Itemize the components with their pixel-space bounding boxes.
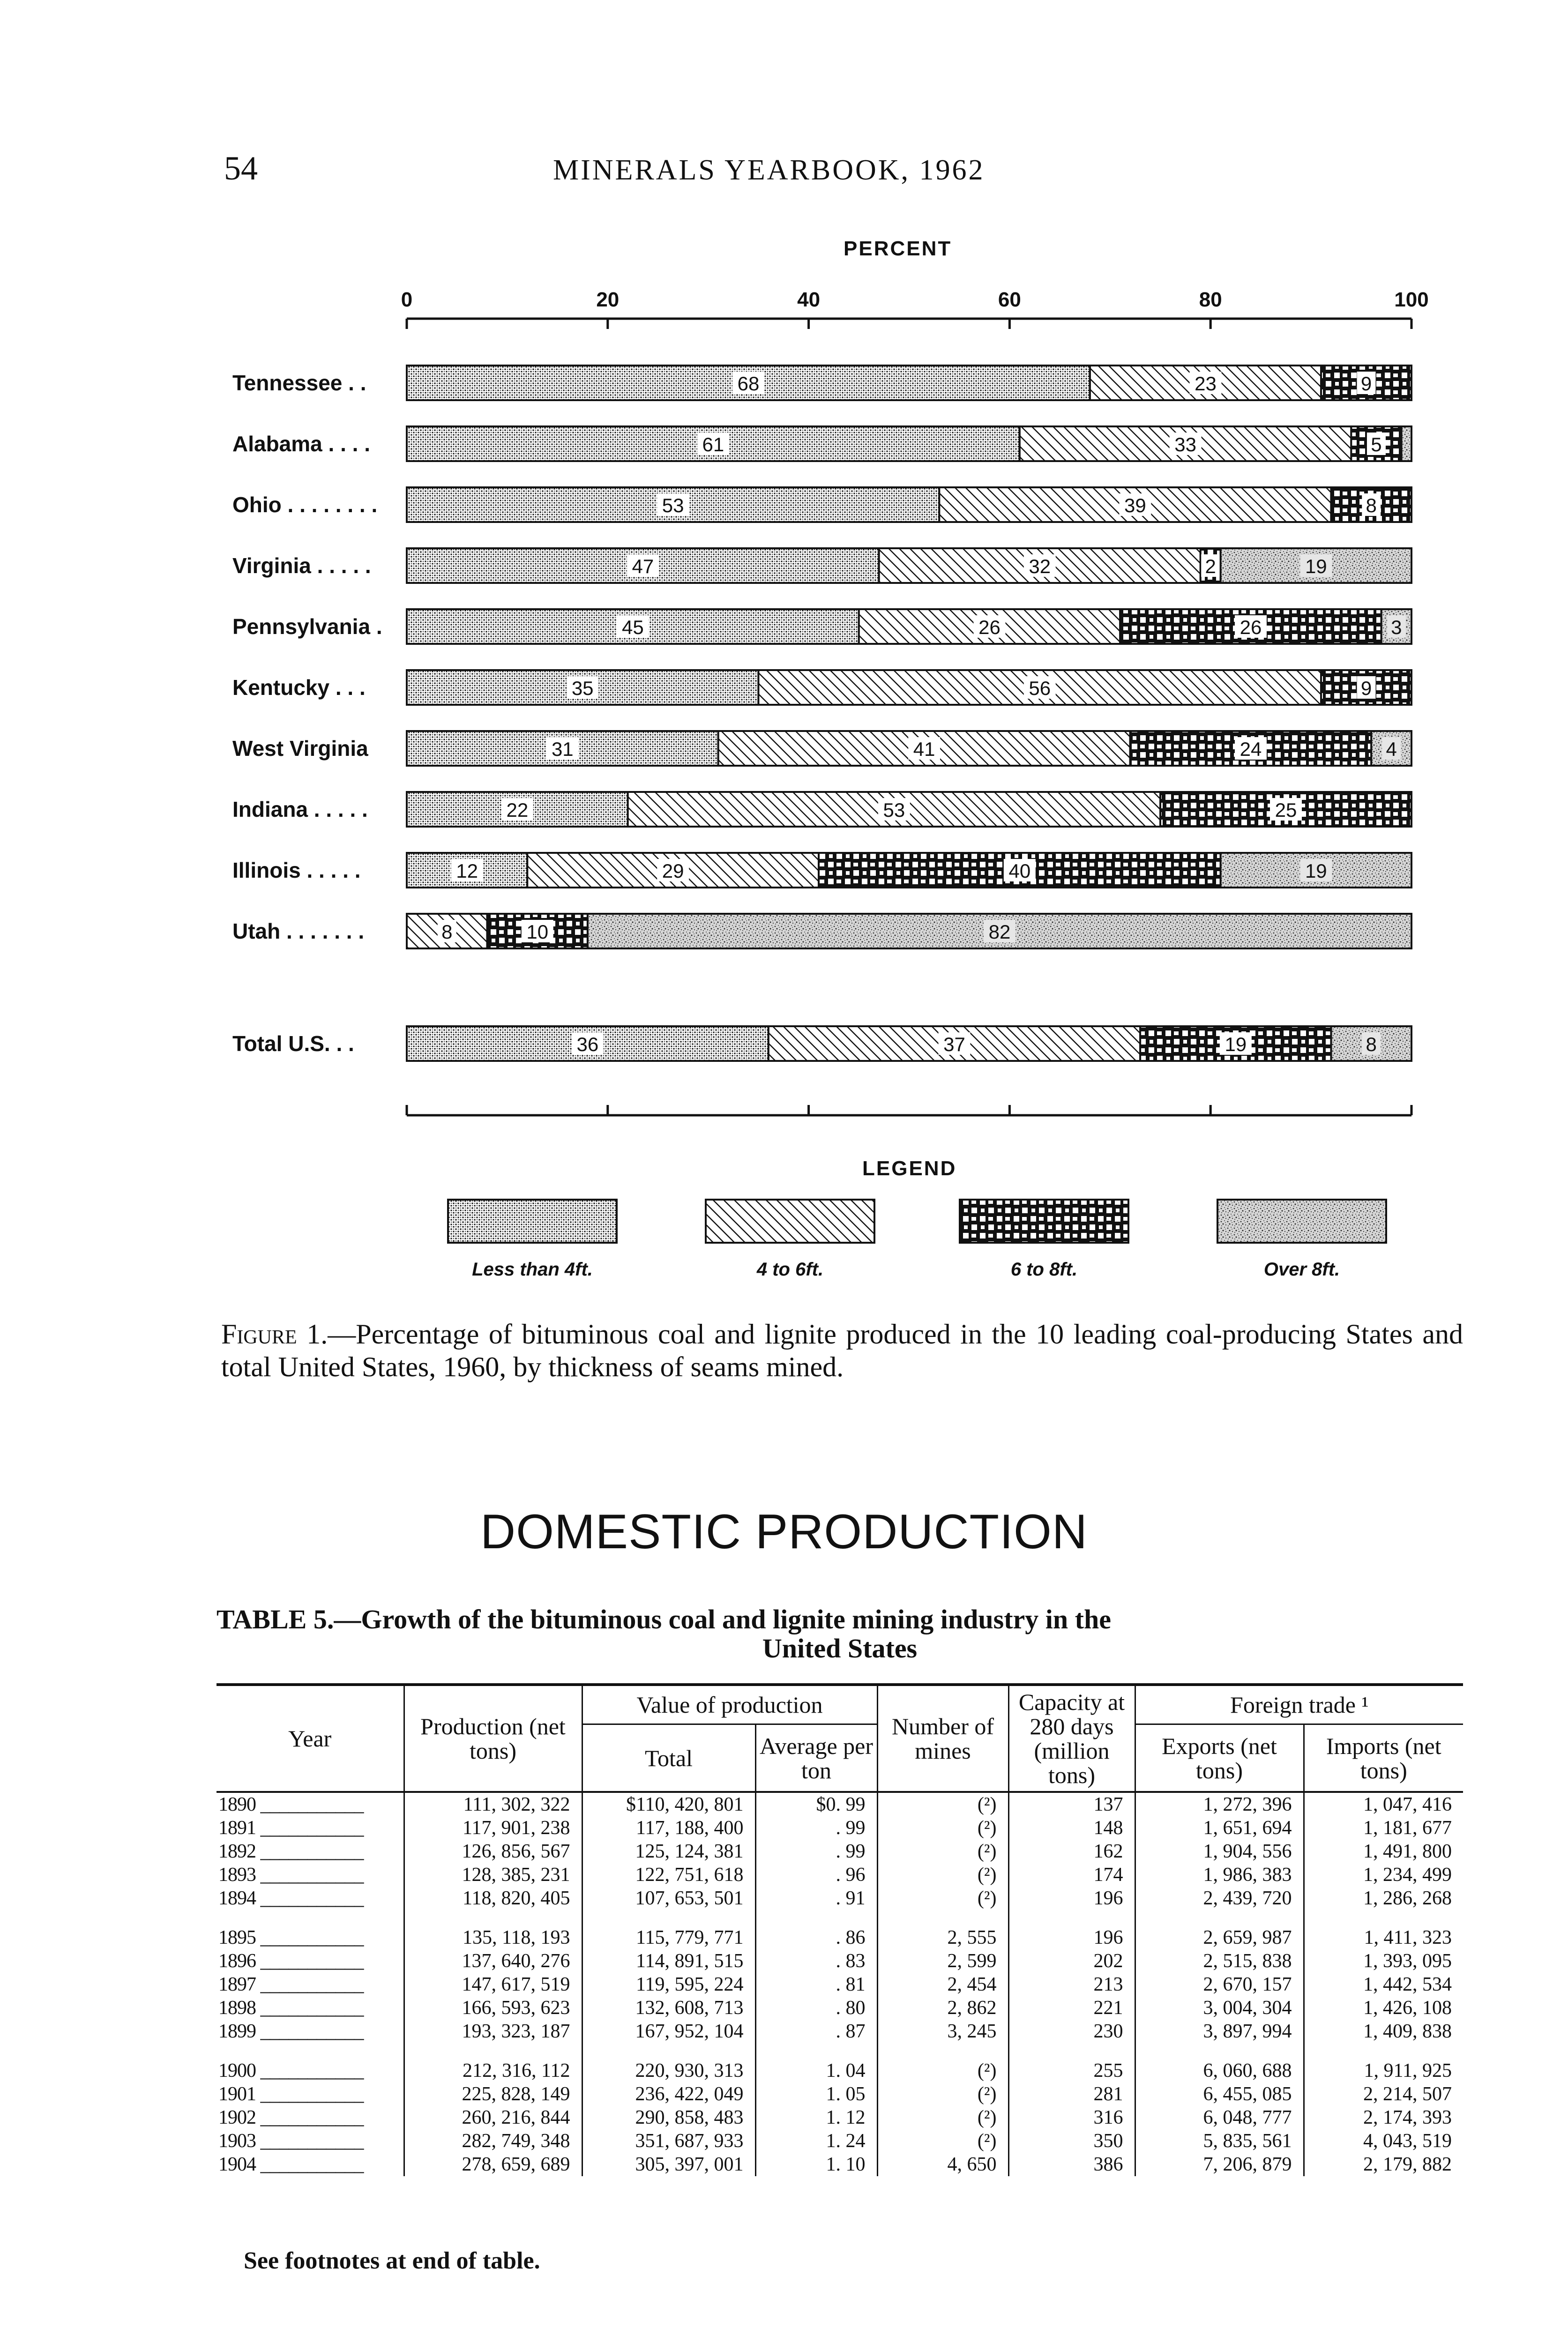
cell-mines: (²) (877, 1863, 1008, 1887)
cell-value-total: $110, 420, 801 (582, 1792, 755, 1816)
x-tick-label: 100 (1394, 288, 1429, 311)
cell-year: 1894 ___________ (218, 1888, 364, 1909)
value-label: 33 (1174, 433, 1196, 455)
cell-production: 135, 118, 193 (404, 1926, 582, 1949)
cell-year: 1892 ___________ (218, 1841, 364, 1862)
cell-value-average: 1. 12 (755, 2106, 877, 2129)
category-label: Illinois . . . . . (232, 858, 361, 882)
cell-value-average: . 81 (755, 1973, 877, 1996)
cell-imports: 2, 179, 882 (1304, 2153, 1463, 2176)
table-row (217, 2082, 1463, 2106)
table-row (217, 1863, 1463, 1887)
cell-value-total: 115, 779, 771 (582, 1926, 755, 1949)
cell-production: 126, 856, 567 (404, 1840, 582, 1863)
table-row (217, 1949, 1463, 1973)
growth-table (217, 1683, 1463, 2176)
table-row (217, 2153, 1463, 2176)
cell-capacity: 221 (1008, 1996, 1135, 2020)
value-label: 47 (632, 555, 654, 577)
value-label: 35 (571, 677, 594, 699)
value-label: 8 (1366, 494, 1377, 516)
cell-year: 1903 ___________ (218, 2130, 364, 2152)
value-label: 82 (988, 921, 1011, 943)
cell-imports: 1, 409, 838 (1304, 2020, 1463, 2043)
value-label: 41 (913, 738, 935, 760)
value-label: 56 (1029, 677, 1051, 699)
legend-swatch (1217, 1200, 1386, 1243)
cell-capacity: 386 (1008, 2153, 1135, 2176)
cell-production: 166, 593, 623 (404, 1996, 582, 2020)
cell-imports: 4, 043, 519 (1304, 2129, 1463, 2153)
table-row (217, 1887, 1463, 1910)
cell-capacity: 202 (1008, 1949, 1135, 1973)
cell-value-average: . 86 (755, 1926, 877, 1949)
cell-exports: 6, 060, 688 (1135, 2059, 1304, 2082)
cell-capacity: 316 (1008, 2106, 1135, 2129)
cell-exports: 2, 659, 987 (1135, 1926, 1304, 1949)
cell-capacity: 196 (1008, 1926, 1135, 1949)
bar-segment (1402, 426, 1411, 461)
legend-label: 6 to 8ft. (1010, 1259, 1078, 1280)
cell-exports: 1, 272, 396 (1135, 1792, 1304, 1816)
cell-exports: 5, 835, 561 (1135, 2129, 1304, 2153)
chart-bars (407, 366, 1411, 1061)
cell-imports: 2, 214, 507 (1304, 2082, 1463, 2106)
cell-value-total: 132, 608, 713 (582, 1996, 755, 2020)
cell-year: 1891 ___________ (218, 1817, 364, 1839)
table-title-line1: TABLE 5.—Growth of the bituminous coal and lignite mining industry in the (217, 1604, 1111, 1634)
value-label: 10 (526, 921, 549, 943)
legend-title: LEGEND (862, 1157, 957, 1180)
value-label: 9 (1360, 373, 1372, 395)
cell-capacity: 255 (1008, 2059, 1135, 2082)
table-row (217, 2059, 1463, 2082)
cell-mines: (²) (877, 2106, 1008, 2129)
cell-capacity: 281 (1008, 2082, 1135, 2106)
table-row (217, 1973, 1463, 1996)
cell-mines: 2, 555 (877, 1926, 1008, 1949)
cell-mines: (²) (877, 2082, 1008, 2106)
cell-exports: 1, 904, 556 (1135, 1840, 1304, 1863)
caption-lead: Figure 1. (221, 1319, 328, 1350)
value-label: 26 (1239, 616, 1262, 638)
cell-exports: 6, 455, 085 (1135, 2082, 1304, 2106)
group-spacer (217, 2043, 1463, 2059)
x-tick-label: 80 (1199, 288, 1222, 311)
x-tick-label: 60 (998, 288, 1021, 311)
cell-value-total: 167, 952, 104 (582, 2020, 755, 2043)
cell-mines: (²) (877, 1840, 1008, 1863)
cell-exports: 2, 439, 720 (1135, 1887, 1304, 1910)
cell-capacity: 213 (1008, 1973, 1135, 1996)
caption-text: —Percentage of bituminous coal and lignite produced in the 10 leading coal-producing States and total United States, 1960, by thickness of seams mined. (221, 1319, 1463, 1382)
cell-value-total: 236, 422, 049 (582, 2082, 755, 2106)
cell-year: 1904 ___________ (218, 2154, 364, 2175)
legend-swatch (960, 1200, 1128, 1243)
cell-imports: 1, 393, 095 (1304, 1949, 1463, 1973)
cell-production: 260, 216, 844 (404, 2106, 582, 2129)
value-label: 36 (576, 1033, 599, 1055)
cell-exports: 6, 048, 777 (1135, 2106, 1304, 2129)
cell-year: 1896 ___________ (218, 1950, 364, 1972)
category-label: Utah . . . . . . . (232, 919, 365, 943)
cell-value-average: 1. 05 (755, 2082, 877, 2106)
cell-value-average: 1. 10 (755, 2153, 877, 2176)
value-label: 12 (456, 860, 478, 882)
cell-capacity: 350 (1008, 2129, 1135, 2153)
table-title-line2: United States (762, 1633, 918, 1664)
cell-production: 117, 901, 238 (404, 1816, 582, 1840)
category-label: Pennsylvania . (232, 614, 382, 639)
value-label: 26 (978, 616, 1001, 638)
cell-year: 1895 ___________ (218, 1927, 364, 1948)
cell-value-total: 305, 397, 001 (582, 2153, 755, 2176)
cell-value-average: $0. 99 (755, 1792, 877, 1816)
legend-label: Less than 4ft. (472, 1259, 593, 1280)
category-label: Indiana . . . . . (232, 797, 368, 821)
value-label: 22 (506, 799, 529, 821)
cell-value-total: 351, 687, 933 (582, 2129, 755, 2153)
col-exports: Exports (net tons) (1135, 1724, 1304, 1792)
cell-exports: 2, 670, 157 (1135, 1973, 1304, 1996)
value-label: 53 (883, 799, 905, 821)
cell-value-total: 122, 751, 618 (582, 1863, 755, 1887)
page-number: 54 (224, 149, 258, 187)
cell-capacity: 230 (1008, 2020, 1135, 2043)
value-label: 31 (551, 738, 574, 760)
table-row (217, 1996, 1463, 2020)
table-row (217, 1816, 1463, 1840)
x-tick-label: 20 (596, 288, 620, 311)
cell-year: 1898 ___________ (218, 1997, 364, 2019)
col-average: Average per ton (755, 1724, 877, 1792)
value-label: 5 (1371, 433, 1382, 455)
cell-imports: 1, 234, 499 (1304, 1863, 1463, 1887)
cell-production: 137, 640, 276 (404, 1949, 582, 1973)
value-label: 45 (622, 616, 644, 638)
value-label: 19 (1225, 1033, 1247, 1055)
cell-imports: 2, 174, 393 (1304, 2106, 1463, 2129)
table-row (217, 1792, 1463, 1816)
value-label: 68 (737, 373, 760, 395)
cell-mines: 2, 454 (877, 1973, 1008, 1996)
chart-legend (448, 1157, 1386, 1280)
x-tick-label: 0 (401, 288, 413, 311)
cell-value-total: 220, 930, 313 (582, 2059, 755, 2082)
cell-exports: 3, 004, 304 (1135, 1996, 1304, 2020)
category-label: Kentucky . . . (232, 675, 366, 700)
table-row (217, 2129, 1463, 2153)
cell-value-total: 125, 124, 381 (582, 1840, 755, 1863)
table-row (217, 1926, 1463, 1949)
value-label: 4 (1386, 738, 1397, 760)
table-title (217, 1605, 1463, 1663)
cell-production: 147, 617, 519 (404, 1973, 582, 1996)
cell-imports: 1, 491, 800 (1304, 1840, 1463, 1863)
cell-year: 1890 ___________ (218, 1794, 364, 1815)
col-trade-group: Foreign trade ¹ (1135, 1685, 1463, 1724)
value-label: 23 (1195, 373, 1217, 395)
cell-production: 212, 316, 112 (404, 2059, 582, 2082)
figure-caption (221, 1318, 1463, 1383)
cell-mines: (²) (877, 2059, 1008, 2082)
value-label: 29 (662, 860, 684, 882)
cell-mines: 2, 599 (877, 1949, 1008, 1973)
section-title: DOMESTIC PRODUCTION (480, 1505, 1088, 1559)
cell-mines: (²) (877, 1887, 1008, 1910)
cell-exports: 3, 897, 994 (1135, 2020, 1304, 2043)
col-production: Production (net tons) (404, 1685, 582, 1792)
cell-mines: (²) (877, 1816, 1008, 1840)
cell-imports: 1, 047, 416 (1304, 1792, 1463, 1816)
legend-label: Over 8ft. (1263, 1259, 1340, 1280)
col-year: Year (217, 1685, 404, 1792)
legend-swatch (706, 1200, 874, 1243)
cell-value-total: 119, 595, 224 (582, 1973, 755, 1996)
cell-imports: 1, 286, 268 (1304, 1887, 1463, 1910)
cell-mines: 3, 245 (877, 2020, 1008, 2043)
cell-value-total: 114, 891, 515 (582, 1949, 755, 1973)
cell-value-average: . 91 (755, 1887, 877, 1910)
value-label: 24 (1239, 738, 1262, 760)
category-label: West Virginia (232, 736, 368, 761)
cell-value-total: 290, 858, 483 (582, 2106, 755, 2129)
value-label: 39 (1124, 494, 1146, 516)
cell-production: 111, 302, 322 (404, 1792, 582, 1816)
cell-value-average: . 99 (755, 1816, 877, 1840)
legend-swatch (448, 1200, 617, 1243)
cell-imports: 1, 411, 323 (1304, 1926, 1463, 1949)
cell-capacity: 174 (1008, 1863, 1135, 1887)
category-label: Ohio . . . . . . . . (232, 492, 378, 517)
cell-production: 193, 323, 187 (404, 2020, 582, 2043)
value-label: 9 (1360, 677, 1372, 699)
category-label: Virginia . . . . . (232, 553, 371, 578)
chart-axis-title: PERCENT (844, 237, 952, 260)
cell-value-average: . 83 (755, 1949, 877, 1973)
col-imports: Imports (net tons) (1304, 1724, 1463, 1792)
cell-imports: 1, 442, 534 (1304, 1973, 1463, 1996)
table-row (217, 2106, 1463, 2129)
col-mines: Number of mines (877, 1685, 1008, 1792)
category-label: Total U.S. . . (232, 1031, 354, 1056)
value-label: 61 (702, 433, 724, 455)
cell-year: 1902 ___________ (218, 2107, 364, 2128)
value-label: 32 (1029, 555, 1051, 577)
cell-mines: (²) (877, 1792, 1008, 1816)
group-spacer (217, 1910, 1463, 1926)
value-label: 37 (943, 1033, 965, 1055)
cell-exports: 1, 651, 694 (1135, 1816, 1304, 1840)
cell-imports: 1, 181, 677 (1304, 1816, 1463, 1840)
cell-mines: 2, 862 (877, 1996, 1008, 2020)
value-label: 2 (1205, 555, 1216, 577)
table-row (217, 1840, 1463, 1863)
cell-exports: 1, 986, 383 (1135, 1863, 1304, 1887)
cell-value-average: . 80 (755, 1996, 877, 2020)
table-row (217, 2020, 1463, 2043)
running-title: MINERALS YEARBOOK, 1962 (553, 154, 985, 186)
value-label: 53 (662, 494, 684, 516)
cell-value-average: . 99 (755, 1840, 877, 1863)
cell-value-average: . 96 (755, 1863, 877, 1887)
cell-exports: 2, 515, 838 (1135, 1949, 1304, 1973)
cell-production: 278, 659, 689 (404, 2153, 582, 2176)
cell-value-total: 117, 188, 400 (582, 1816, 755, 1840)
col-total: Total (582, 1724, 755, 1792)
cell-year: 1897 ___________ (218, 1974, 364, 1995)
table-body (217, 1792, 1463, 2176)
value-label: 19 (1305, 555, 1327, 577)
cell-exports: 7, 206, 879 (1135, 2153, 1304, 2176)
cell-capacity: 148 (1008, 1816, 1135, 1840)
cell-value-average: 1. 24 (755, 2129, 877, 2153)
x-tick-label: 40 (797, 288, 821, 311)
category-label: Tennessee . . (232, 371, 366, 395)
cell-production: 225, 828, 149 (404, 2082, 582, 2106)
cell-value-total: 107, 653, 501 (582, 1887, 755, 1910)
cell-imports: 1, 911, 925 (1304, 2059, 1463, 2082)
cell-value-average: 1. 04 (755, 2059, 877, 2082)
legend-label: 4 to 6ft. (756, 1259, 824, 1280)
cell-production: 118, 820, 405 (404, 1887, 582, 1910)
cell-year: 1893 ___________ (218, 1864, 364, 1886)
cell-capacity: 162 (1008, 1840, 1135, 1863)
category-label: Alabama . . . . (232, 432, 370, 456)
value-label: 19 (1305, 860, 1327, 882)
cell-mines: 4, 650 (877, 2153, 1008, 2176)
cell-year: 1901 ___________ (218, 2083, 364, 2105)
cell-production: 282, 749, 348 (404, 2129, 582, 2153)
cell-production: 128, 385, 231 (404, 1863, 582, 1887)
cell-imports: 1, 426, 108 (1304, 1996, 1463, 2020)
value-label: 3 (1391, 616, 1402, 638)
value-label: 40 (1008, 860, 1031, 882)
cell-value-average: . 87 (755, 2020, 877, 2043)
cell-year: 1900 ___________ (218, 2060, 364, 2082)
col-value-group: Value of production (582, 1685, 877, 1724)
cell-capacity: 196 (1008, 1887, 1135, 1910)
col-capacity: Capacity at 280 days (million tons) (1008, 1685, 1135, 1792)
value-label: 8 (441, 921, 453, 943)
value-label: 25 (1275, 799, 1297, 821)
cell-mines: (²) (877, 2129, 1008, 2153)
cell-year: 1899 ___________ (218, 2021, 364, 2042)
see-footnotes-note: See footnotes at end of table. (244, 2247, 540, 2274)
cell-capacity: 137 (1008, 1792, 1135, 1816)
value-label: 8 (1366, 1033, 1377, 1055)
